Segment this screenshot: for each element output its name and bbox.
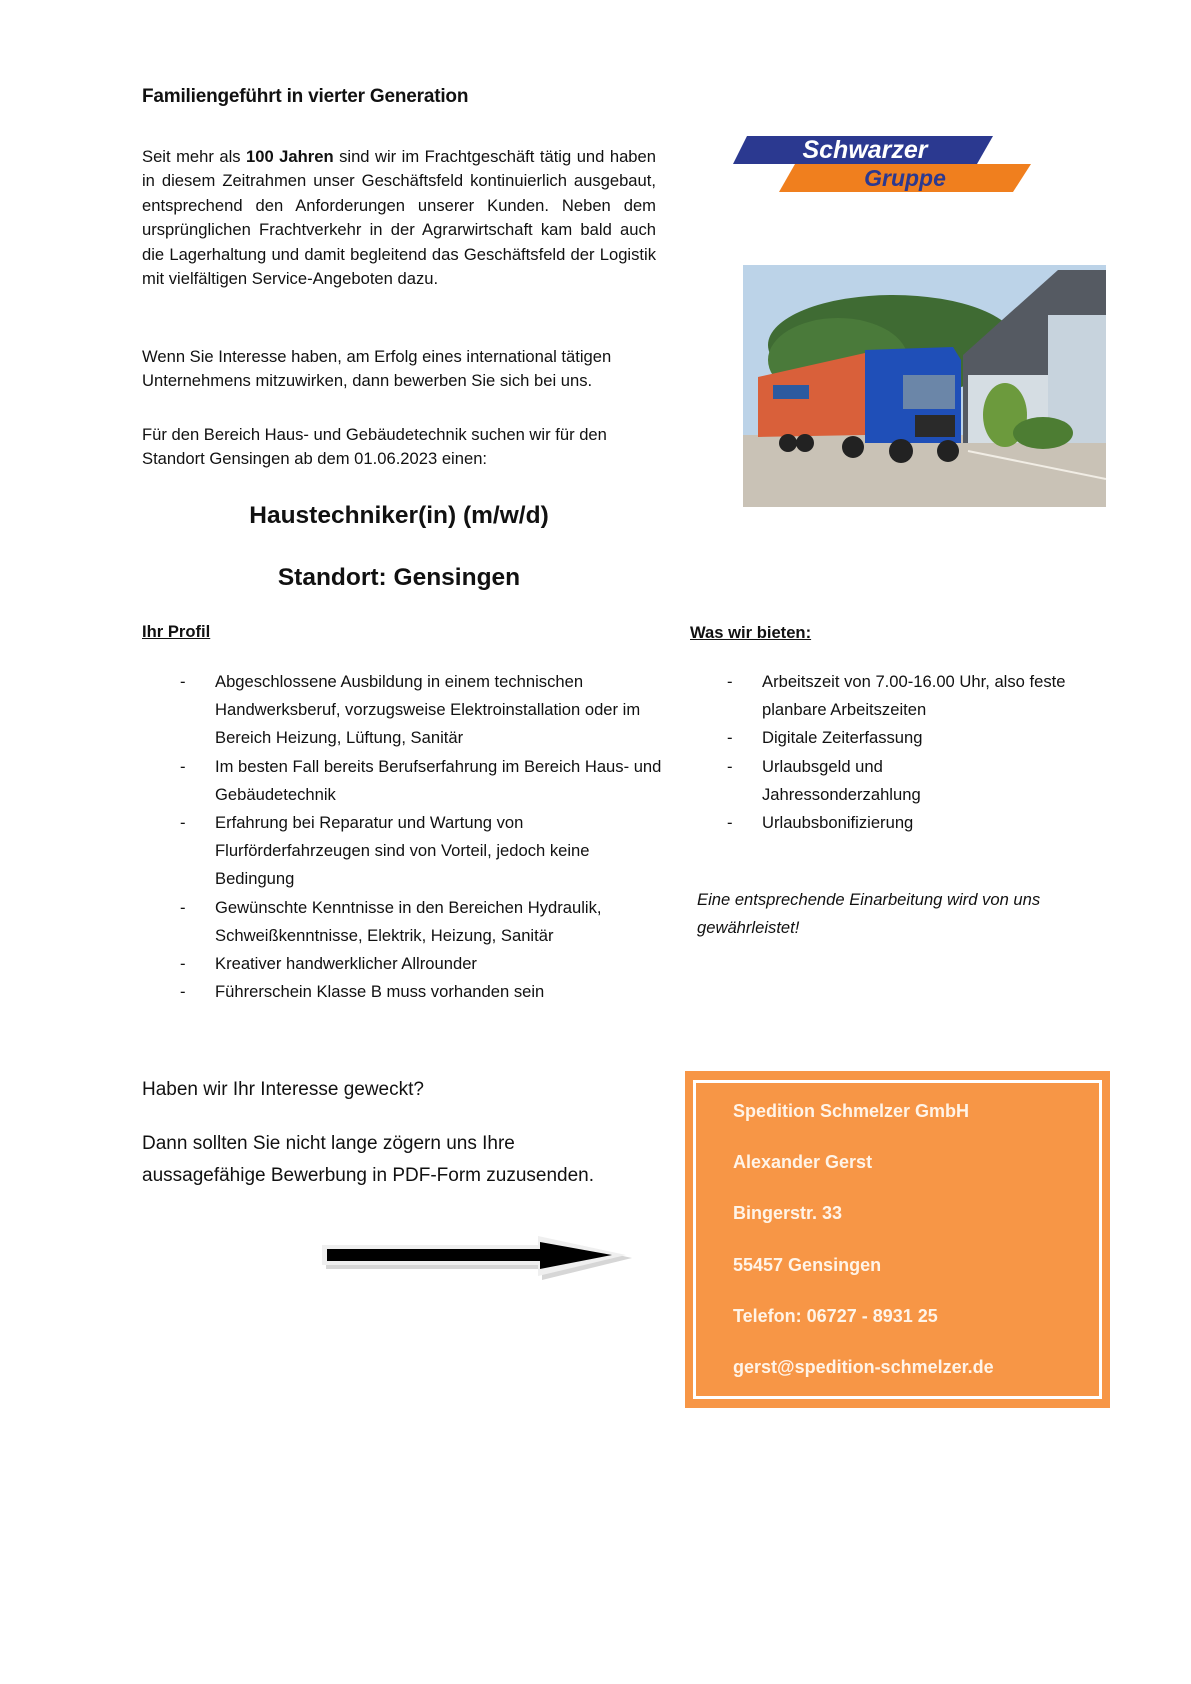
list-item-text: Arbeitszeit von 7.00-16.00 Uhr, also feste planbare Arbeitszeiten bbox=[762, 672, 1066, 720]
list-item-text: Im besten Fall bereits Berufserfahrung im Bereich Haus- und Gebäudetechnik bbox=[215, 756, 662, 804]
list-item-text: Abgeschlossene Ausbildung in einem technischen Handwerksberuf, vorzugsweise Elektroinstallation oder im Bereich Heizung, Lüftung, Sanitär bbox=[215, 672, 641, 748]
profile-list bbox=[180, 668, 665, 1006]
contact-box bbox=[685, 1071, 1110, 1408]
logo-text-top: Schwarzer bbox=[802, 136, 928, 164]
list-item bbox=[180, 753, 665, 809]
contact-details bbox=[733, 1101, 994, 1408]
list-item bbox=[180, 809, 665, 894]
contact-company: Spedition Schmelzer GmbH bbox=[733, 1101, 970, 1121]
bullet-dash: - bbox=[180, 672, 186, 691]
bullet-dash: - bbox=[180, 954, 186, 974]
arrow-right-icon bbox=[322, 1236, 636, 1286]
list-item-text: Führerschein Klasse B muss vorhanden sein bbox=[215, 982, 545, 1002]
position-paragraph: Für den Bereich Haus- und Gebäudetechnik suchen wir für den Standort Gensingen ab dem 01.06.2023 einen: bbox=[142, 425, 607, 469]
bullet-dash: - bbox=[727, 728, 733, 748]
job-title: Haustechniker(in) (m/w/d) bbox=[249, 502, 549, 529]
intro-text-pre: Seit mehr als bbox=[142, 147, 247, 166]
section-heading: Familiengeführt in vierter Generation bbox=[142, 86, 469, 107]
list-item bbox=[180, 950, 665, 978]
intro-text-bold: 100 Jahren bbox=[246, 147, 334, 166]
bullet-dash: - bbox=[180, 756, 186, 776]
bullet-dash: - bbox=[180, 813, 186, 833]
onboarding-note: Eine entsprechende Einarbeitung wird von uns gewährleistet! bbox=[697, 890, 1041, 938]
bullet-dash: - bbox=[180, 897, 186, 917]
cta-question: Haben wir Ihr Interesse geweckt? bbox=[142, 1079, 424, 1100]
benefits-heading: Was wir bieten: bbox=[690, 623, 812, 642]
benefits-list bbox=[727, 668, 1097, 837]
list-item bbox=[727, 809, 1097, 837]
cta-text: Dann sollten Sie nicht lange zögern uns Ihre aussagefähige Bewerbung in PDF-Form zuzusenden. bbox=[142, 1133, 595, 1186]
contact-person: Alexander Gerst bbox=[733, 1152, 873, 1173]
list-item-text: Digitale Zeiterfassung bbox=[762, 728, 923, 748]
list-item bbox=[727, 724, 1097, 752]
list-item bbox=[180, 978, 665, 1006]
list-item-text: Urlaubsbonifizierung bbox=[762, 813, 914, 833]
list-item-text: Erfahrung bei Reparatur und Wartung von Flurförderfahrzeugen sind von Vorteil, jedoch keine Bedingung bbox=[215, 813, 590, 889]
profile-heading: Ihr Profil bbox=[142, 622, 211, 641]
list-item bbox=[180, 668, 665, 753]
intro-text-post: sind wir im Frachtgeschäft tätig und haben in diesem Zeitrahmen unser Geschäftsfeld kontinuierlich ausgebaut, entsprechend den Anforderungen unserer Kunden. Neben dem ursprünglichen Frachtverkehr in der Agrarwirtschaft kam bald auch die Lagerhaltung und damit begleitend das Geschäftsfeld der Logistik mit vielfältigen Service-Angeboten dazu. bbox=[142, 147, 656, 289]
company-logo bbox=[733, 134, 1033, 196]
bullet-dash: - bbox=[180, 982, 186, 1002]
logo-text-bottom: Gruppe bbox=[864, 165, 946, 191]
interest-paragraph: Wenn Sie Interesse haben, am Erfolg eines international tätigen Unternehmens mitzuwirken, dann bewerben Sie sich bei uns. bbox=[142, 347, 612, 391]
bullet-dash: - bbox=[727, 813, 733, 833]
job-location: Standort: Gensingen bbox=[277, 564, 521, 591]
contact-city: 55457 Gensingen bbox=[733, 1254, 882, 1275]
list-item bbox=[727, 753, 1097, 809]
contact-street: Bingerstr. 33 bbox=[733, 1203, 843, 1224]
bullet-dash: - bbox=[727, 672, 733, 691]
contact-email[interactable]: gerst@spedition-schmelzer.de bbox=[733, 1356, 994, 1377]
list-item-text: Kreativer handwerklicher Allrounder bbox=[215, 954, 477, 974]
truck-photo bbox=[743, 265, 1106, 507]
bullet-dash: - bbox=[727, 756, 733, 776]
list-item bbox=[180, 894, 665, 950]
contact-phone[interactable]: Telefon: 06727 - 8931 25 bbox=[733, 1305, 938, 1326]
list-item bbox=[727, 668, 1097, 724]
list-item-text: Urlaubsgeld und Jahressonderzahlung bbox=[762, 756, 921, 804]
intro-paragraph bbox=[142, 145, 656, 291]
list-item-text: Gewünschte Kenntnisse in den Bereichen Hydraulik, Schweißkenntnisse, Elektrik, Heizung, Sanitär bbox=[215, 897, 602, 945]
